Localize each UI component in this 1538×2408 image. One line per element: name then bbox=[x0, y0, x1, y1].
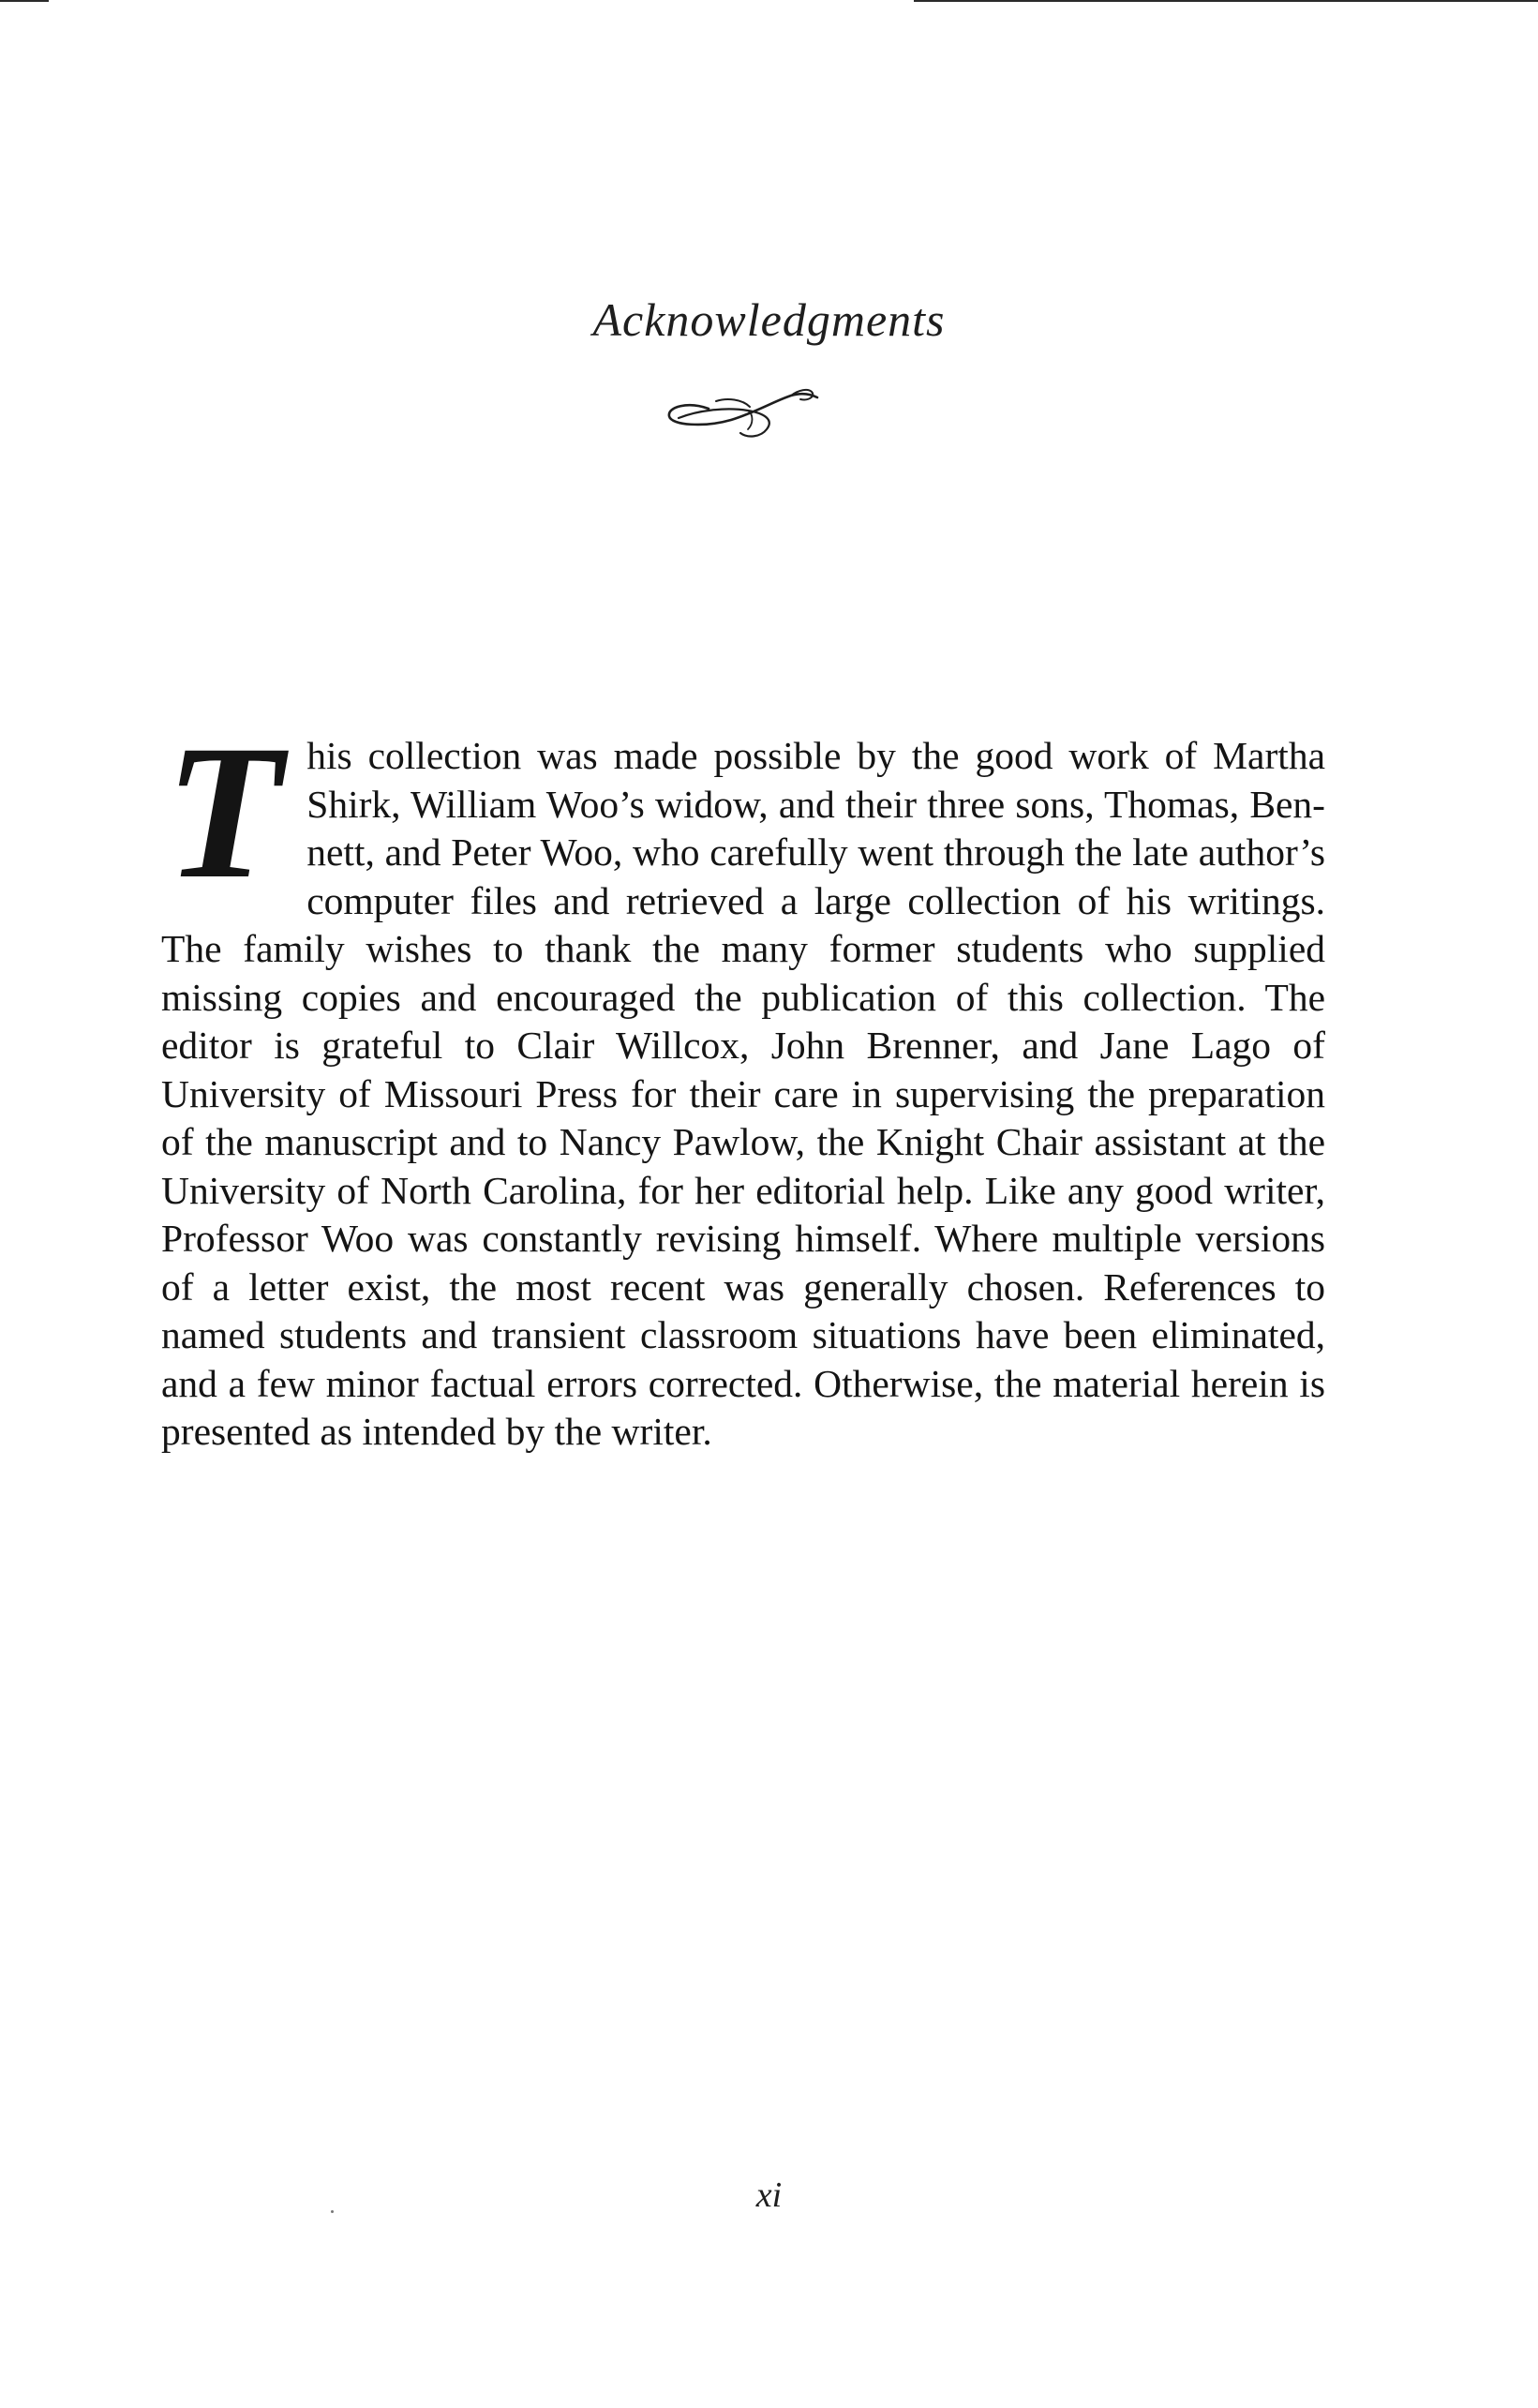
top-edge-rule-left bbox=[0, 0, 49, 2]
acknowledgments-body bbox=[161, 706, 1325, 1457]
flourish-ornament bbox=[650, 373, 838, 448]
top-edge-rule-right bbox=[914, 0, 1538, 2]
page-title: Acknowledgments bbox=[592, 293, 946, 346]
page-number: xi bbox=[755, 2176, 783, 2215]
drop-cap: T bbox=[165, 706, 283, 919]
acknowledgments-paragraph: his collection was made possible by the good work of Martha Shirk, William Woo’s widow, and their three sons, Thomas, Bennett, and Peter Woo, who carefully went through the late author’s computer files and retrieved a large collection of his writings. The family wishes to thank the many former students who supplied missing copies and encouraged the publication of this collection. The editor is grateful to Clair Willcox, John Brenner, and Jane Lago of University of Missouri Press for their care in supervising the preparation of the manuscript and to Nancy Pawlow, the Knight Chair assistant at the University of North Carolina, for her editorial help. Like any good writer, Professor Woo was constantly revising himself. Where multiple versions of a letter exist, the most recent was generally chosen. References to named students and transient classroom situations have been eliminated, and a few minor factual errors corrected. Otherwise, the material herein is presented as intended by the writer. bbox=[161, 734, 1325, 1453]
